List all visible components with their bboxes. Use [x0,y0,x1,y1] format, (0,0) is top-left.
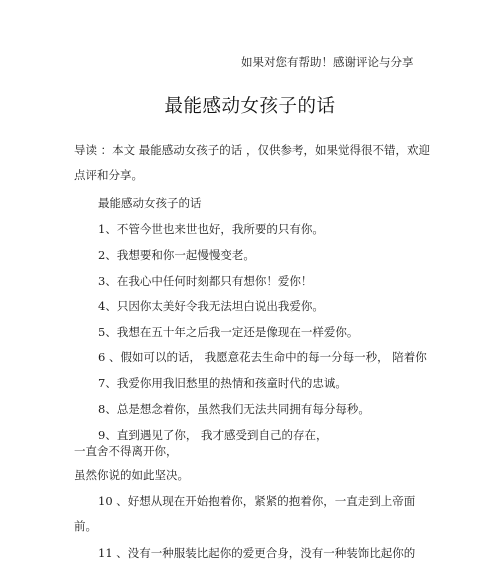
intro-line-2: 点评和分享。 [74,168,143,182]
document-title: 最能感动女孩子的话 [164,96,336,117]
list-item: 7、我爱你用我旧愁里的热情和孩童时代的忠诚。 [98,376,347,390]
list-item: 1、不管今世也来世也好，我所要的只有你。 [98,222,324,236]
list-item: 3、在我心中任何时刻都只有想你！爱你！ [98,274,313,288]
list-item-10-line-2: 前。 [74,519,97,533]
list-item: 5、我想在五十年之后我一定还是像现在一样爱你。 [98,325,359,339]
list-item-9-line-1: 9、直到遇见了你， 我才感受到自己的存在， [98,428,328,442]
list-item-10-line-1: 10 、好想从现在开始抱着你，紧紧的抱着你，一直走到上帝面 [98,494,416,508]
list-item-9-line-3: 虽然你说的如此坚决。 [74,468,189,482]
list-item-11-line-1: 11 、没有一种服装比起你的爱更合身，没有一种装饰比起你的 [98,546,416,560]
list-item: 6 、假如可以的话， 我愿意花去生命中的每一分每一秒， 陪着你 [98,350,427,364]
list-item-9-line-2: 一直舍不得离开你， [74,444,178,458]
intro-line-1: 导读 ：本文 最能感动女孩子的话 ，仅供参考，如果觉得很不错，欢迎 [74,143,430,157]
subtitle: 最能感动女孩子的话 [98,196,202,210]
list-item: 4、只因你太美好令我无法坦白说出我爱你。 [98,299,324,313]
header-note: 如果对您有帮助！感谢评论与分享 [241,55,414,69]
list-item: 2、我想要和你一起慢慢变老。 [98,248,255,262]
list-item: 8、总是想念着你，虽然我们无法共同拥有每分每秒。 [98,402,370,416]
